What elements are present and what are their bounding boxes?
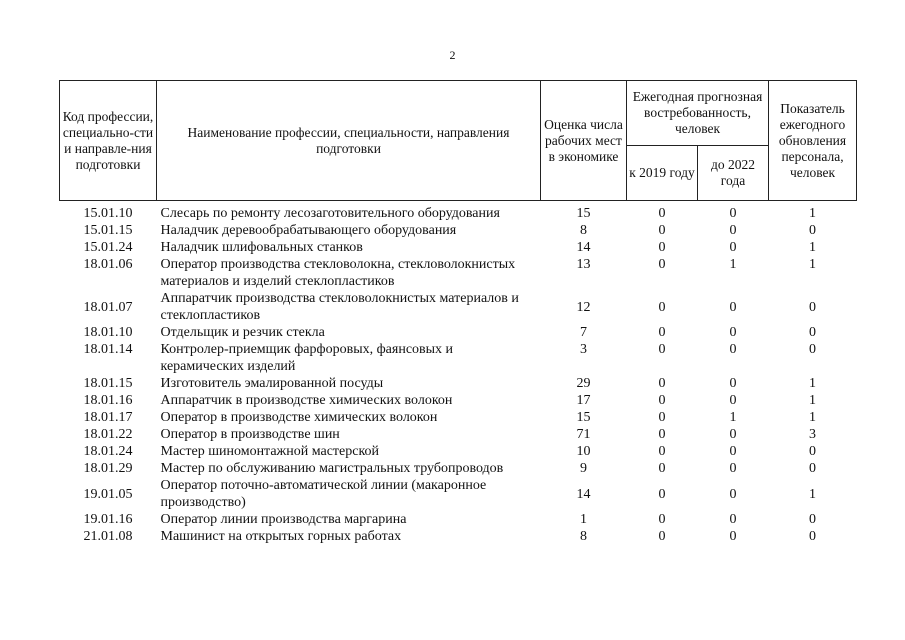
cell-demand-2022: 0 (729, 240, 737, 255)
cell-jobs: 15 (576, 206, 591, 221)
cell-jobs: 15 (576, 410, 591, 425)
table-row (60, 460, 857, 477)
header-demand: Ежегодная прогнозная востребованность, человек (627, 81, 769, 146)
table-row (60, 222, 857, 239)
cell-renewal: 0 (809, 512, 817, 527)
cell-name: Отдельщик и резчик стекла (160, 325, 325, 340)
table-header (60, 81, 857, 201)
cell-jobs: 3 (580, 342, 587, 357)
table-row (60, 511, 857, 528)
cell-demand-2019: 0 (658, 444, 666, 459)
cell-name: Оператор производства стекловолокна, стекловолокнистых материалов и изделий стеклопластиков (160, 257, 516, 289)
cell-renewal: 1 (809, 393, 817, 408)
cell-name: Контролер-приемщик фарфоровых, фаянсовых и керамических изделий (160, 342, 454, 374)
cell-name: Наладчик шлифовальных станков (160, 240, 363, 255)
cell-renewal: 0 (809, 325, 817, 340)
cell-name: Мастер шиномонтажной мастерской (160, 444, 380, 459)
header-demand-2022: до 2022 года (698, 146, 769, 201)
cell-demand-2019: 0 (658, 206, 666, 221)
cell-demand-2022: 0 (729, 512, 737, 527)
cell-demand-2022: 0 (729, 393, 737, 408)
cell-name: Оператор в производстве химических волокон (160, 410, 438, 425)
cell-renewal: 0 (809, 461, 817, 476)
cell-demand-2019: 0 (658, 223, 666, 238)
cell-jobs: 8 (580, 223, 587, 238)
cell-code: 18.01.22 (83, 427, 133, 442)
table-row (60, 375, 857, 392)
table-row (60, 239, 857, 256)
header-jobs: Оценка числа рабочих мест в экономике (541, 81, 627, 201)
cell-renewal: 0 (809, 529, 817, 544)
cell-code: 18.01.06 (83, 257, 133, 272)
table-row (60, 528, 857, 545)
cell-code: 18.01.16 (83, 393, 133, 408)
cell-code: 15.01.24 (83, 240, 133, 255)
cell-jobs: 14 (576, 240, 591, 255)
cell-renewal: 0 (809, 444, 817, 459)
cell-demand-2022: 1 (729, 410, 737, 425)
cell-jobs: 14 (576, 486, 591, 502)
cell-name: Машинист на открытых горных работах (160, 529, 402, 544)
cell-name: Аппаратчик в производстве химических волокон (160, 393, 453, 408)
cell-demand-2019: 0 (658, 299, 666, 315)
table-row (60, 443, 857, 460)
professions-table (59, 80, 857, 545)
cell-code: 19.01.16 (83, 512, 133, 527)
table-row (60, 201, 857, 223)
cell-renewal: 0 (809, 299, 817, 315)
cell-renewal: 1 (809, 206, 817, 221)
cell-renewal: 3 (809, 427, 817, 442)
cell-demand-2019: 0 (658, 325, 666, 340)
cell-demand-2022: 0 (729, 223, 737, 238)
header-demand-2019: к 2019 году (627, 146, 698, 201)
cell-demand-2019: 0 (658, 461, 666, 476)
cell-demand-2019: 0 (658, 257, 666, 272)
cell-jobs: 17 (576, 393, 591, 408)
header-code: Код профессии, специально-сти и направле-ния подготовки (60, 81, 157, 201)
table-row (60, 409, 857, 426)
cell-code: 18.01.07 (83, 299, 133, 315)
cell-demand-2022: 0 (729, 461, 737, 476)
cell-code: 15.01.15 (83, 223, 133, 238)
table-row (60, 341, 857, 375)
cell-code: 18.01.24 (83, 444, 133, 459)
cell-name: Оператор в производстве шин (160, 427, 340, 442)
table-row (60, 290, 857, 324)
cell-demand-2022: 0 (729, 486, 737, 502)
cell-name: Мастер по обслуживанию магистральных трубопроводов (160, 461, 504, 476)
table-row (60, 477, 857, 511)
cell-demand-2022: 0 (729, 427, 737, 442)
cell-jobs: 13 (576, 257, 591, 272)
cell-renewal: 0 (809, 223, 817, 238)
cell-demand-2019: 0 (658, 393, 666, 408)
cell-demand-2019: 0 (658, 342, 666, 357)
cell-jobs: 1 (580, 512, 587, 527)
cell-code: 18.01.29 (83, 461, 133, 476)
cell-jobs: 8 (580, 529, 587, 544)
cell-code: 18.01.17 (83, 410, 133, 425)
cell-demand-2022: 0 (729, 325, 737, 340)
cell-code: 18.01.15 (83, 376, 133, 391)
cell-demand-2022: 0 (729, 342, 737, 357)
cell-name: Слесарь по ремонту лесозаготовительного оборудования (160, 206, 500, 221)
cell-jobs: 10 (576, 444, 591, 459)
cell-demand-2019: 0 (658, 376, 666, 391)
cell-demand-2022: 0 (729, 444, 737, 459)
cell-demand-2019: 0 (658, 486, 666, 502)
header-name: Наименование профессии, специальности, направления подготовки (157, 81, 541, 201)
cell-demand-2019: 0 (658, 410, 666, 425)
cell-demand-2022: 1 (729, 257, 737, 272)
header-renewal: Показатель ежегодного обновления персонала, человек (769, 81, 857, 201)
cell-jobs: 29 (576, 376, 591, 391)
table-body (60, 201, 857, 546)
cell-code: 15.01.10 (83, 206, 133, 221)
cell-renewal: 1 (809, 410, 817, 425)
cell-name: Наладчик деревообрабатывающего оборудования (160, 223, 457, 238)
cell-demand-2019: 0 (658, 529, 666, 544)
cell-jobs: 71 (576, 427, 591, 442)
table-row (60, 256, 857, 290)
cell-demand-2022: 0 (729, 206, 737, 221)
cell-name: Оператор поточно-автоматической линии (макаронное производство) (160, 478, 487, 510)
page-number: 2 (449, 48, 456, 62)
cell-renewal: 1 (809, 376, 817, 391)
cell-name: Изготовитель эмалированной посуды (160, 376, 384, 391)
cell-code: 18.01.10 (83, 325, 133, 340)
cell-name: Аппаратчик производства стекловолокнистых материалов и стеклопластиков (160, 291, 519, 323)
cell-demand-2022: 0 (729, 529, 737, 544)
cell-demand-2022: 0 (729, 299, 737, 315)
cell-renewal: 1 (809, 257, 817, 272)
cell-code: 19.01.05 (83, 486, 133, 502)
cell-renewal: 1 (809, 240, 817, 255)
cell-renewal: 1 (809, 486, 817, 502)
cell-jobs: 7 (580, 325, 587, 340)
cell-demand-2022: 0 (729, 376, 737, 391)
cell-demand-2019: 0 (658, 427, 666, 442)
cell-renewal: 0 (809, 342, 817, 357)
cell-demand-2019: 0 (658, 512, 666, 527)
cell-jobs: 9 (580, 461, 587, 476)
table-row (60, 324, 857, 341)
table-row (60, 426, 857, 443)
cell-demand-2019: 0 (658, 240, 666, 255)
table-row (60, 392, 857, 409)
cell-code: 21.01.08 (83, 529, 133, 544)
cell-name: Оператор линии производства маргарина (160, 512, 407, 527)
cell-jobs: 12 (576, 299, 591, 315)
cell-code: 18.01.14 (83, 342, 133, 357)
